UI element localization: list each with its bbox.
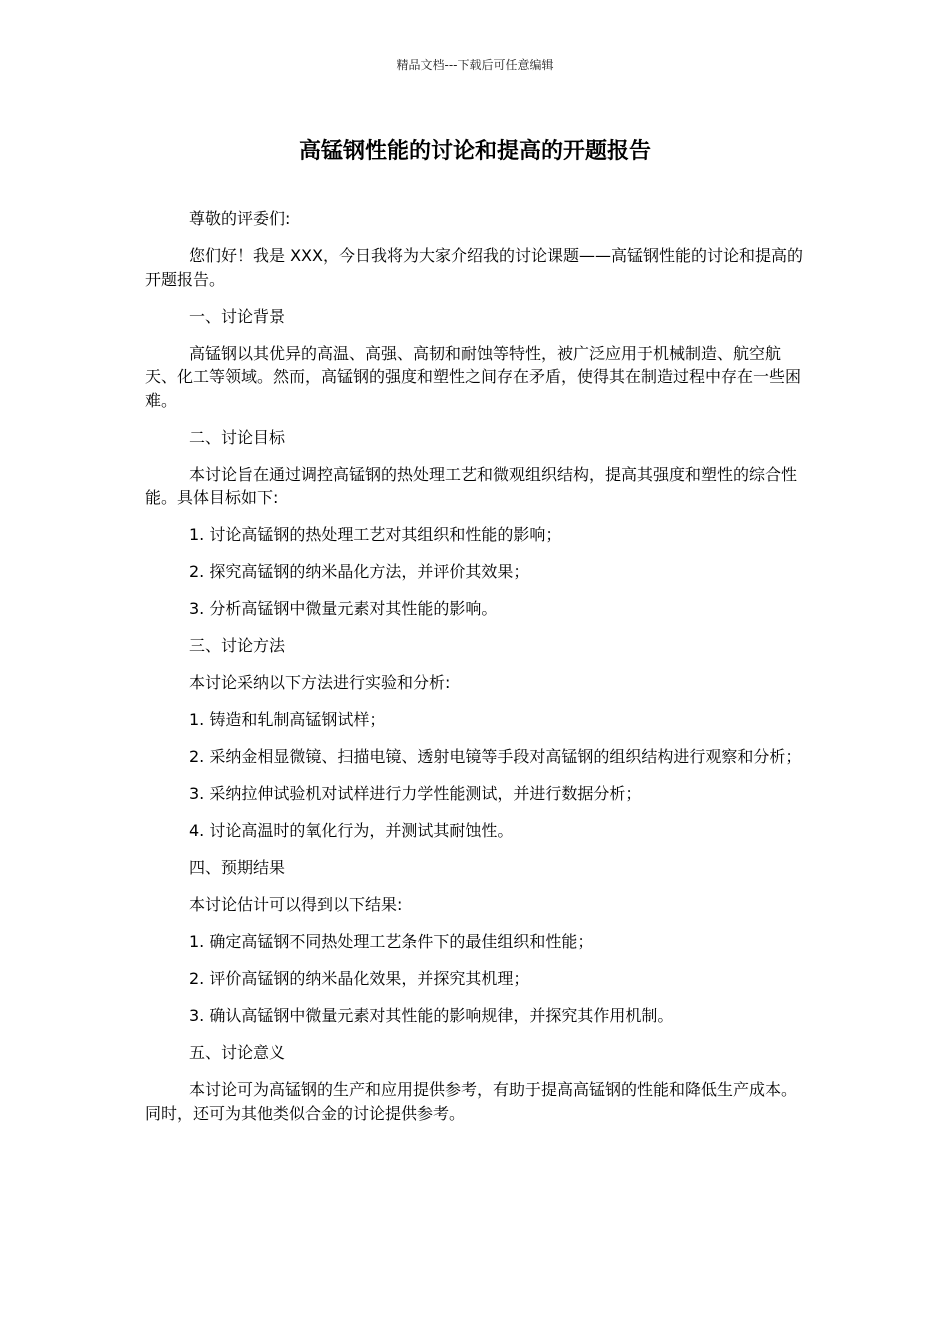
- intro-paragraph: 您们好！我是 XXX，今日我将为大家介绍我的讨论课题——高锰钢性能的讨论和提高的开题报告。: [145, 246, 803, 289]
- objective-item: 3. 分析高锰钢中微量元素对其性能的影响。: [189, 599, 498, 618]
- header-note: 精品文档---下载后可任意编辑: [396, 58, 554, 72]
- section-heading-objectives: 二、讨论目标: [189, 427, 286, 447]
- significance-paragraph: 本讨论可为高锰钢的生产和应用提供参考，有助于提高高锰钢的性能和降低生产成本。同时，还可为其他类似合金的讨论提供参考。: [145, 1080, 798, 1123]
- methods-paragraph: 本讨论采纳以下方法进行实验和分析:: [189, 673, 451, 692]
- method-item: 2. 采纳金相显微镜、扫描电镜、透射电镜等手段对高锰钢的组织结构进行观察和分析；: [189, 747, 802, 766]
- section-heading-methods: 三、讨论方法: [189, 636, 286, 655]
- method-item: 1. 铸造和轧制高锰钢试样；: [189, 710, 386, 729]
- background-paragraph: 高锰钢以其优异的高温、高强、高韧和耐蚀等特性，被广泛应用于机械制造、航空航天、化工等领域。然而，高锰钢的强度和塑性之间存在矛盾，使得其在制造过程中存在一些困难。: [145, 343, 802, 410]
- salutation: 尊敬的评委们:: [189, 209, 291, 228]
- document-body: [145, 207, 805, 1139]
- objectives-paragraph: 本讨论旨在通过调控高锰钢的热处理工艺和微观组织结构，提高其强度和塑性的综合性能。具体目标如下:: [145, 464, 798, 507]
- result-item: 2. 评价高锰钢的纳米晶化效果，并探究其机理；: [189, 969, 530, 988]
- section-heading-background: 一、讨论背景: [189, 306, 286, 326]
- document-title: 高锰钢性能的讨论和提高的开题报告: [298, 139, 651, 164]
- method-item: 3. 采纳拉伸试验机对试样进行力学性能测试，并进行数据分析；: [189, 784, 642, 803]
- objective-item: 1. 讨论高锰钢的热处理工艺对其组织和性能的影响；: [189, 525, 562, 544]
- result-item: 3. 确认高锰钢中微量元素对其性能的影响规律，并探究其作用机制。: [189, 1006, 674, 1025]
- objective-item: 2. 探究高锰钢的纳米晶化方法，并评价其效果；: [189, 562, 530, 581]
- expected-results-paragraph: 本讨论估计可以得到以下结果:: [189, 895, 403, 914]
- method-item: 4. 讨论高温时的氧化行为，并测试其耐蚀性。: [189, 821, 514, 840]
- section-heading-significance: 五、讨论意义: [189, 1043, 286, 1062]
- section-heading-expected-results: 四、预期结果: [189, 858, 286, 877]
- result-item: 1. 确定高锰钢不同热处理工艺条件下的最佳组织和性能；: [189, 932, 594, 951]
